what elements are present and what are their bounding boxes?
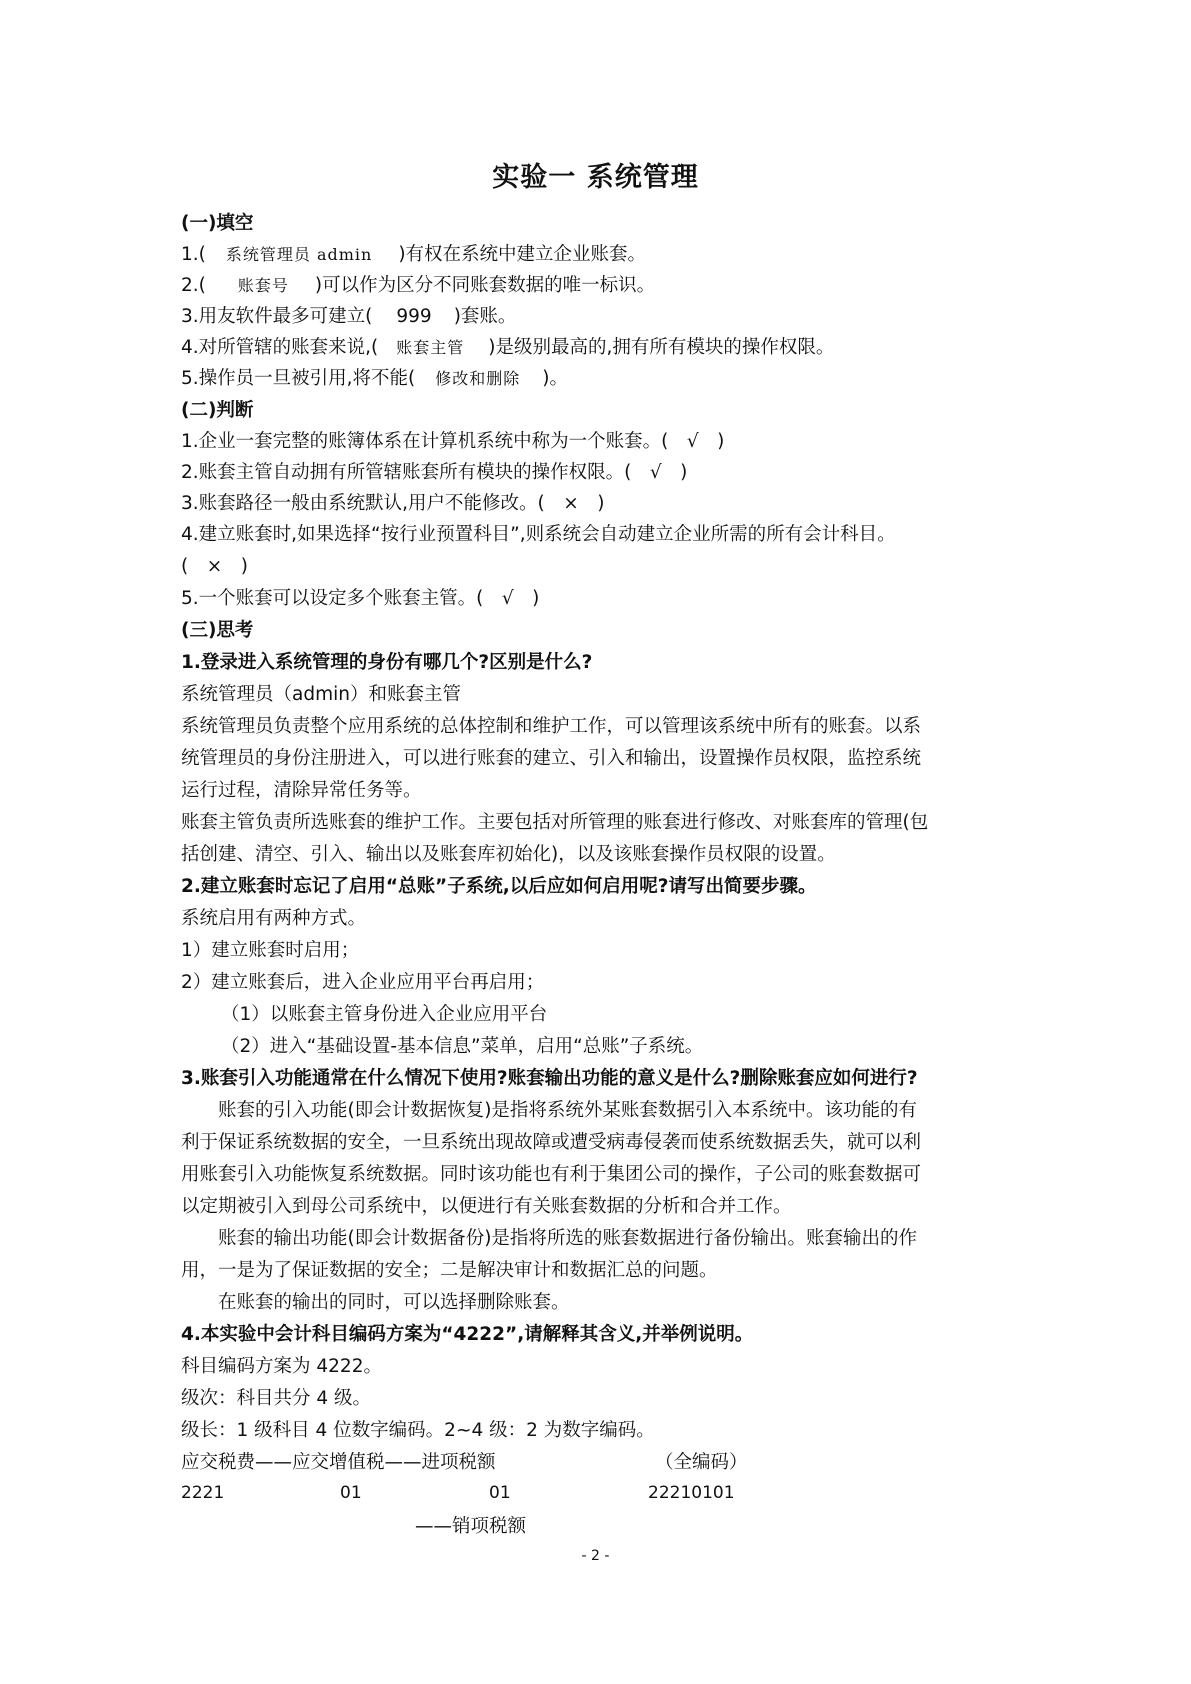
fill-blank-q2 (181, 272, 655, 300)
fill-blank-q5 (181, 365, 568, 393)
example-next-account: ——销项税额 (415, 1516, 527, 1537)
example-account-names: 应交税费——应交增值税——进项税额 (181, 1452, 496, 1473)
q-text: )可以作为区分不同账套数据的唯一标识。 (314, 275, 656, 296)
judge-item: 4.建立账套时,如果选择“按行业预置科目”,则系统会自动建立企业所需的所有会计科目。 (181, 524, 896, 545)
q-text: )是级别最高的,拥有所有模块的操作权限。 (488, 337, 835, 358)
answer-line: 级次：科目共分 4 级。 (181, 1388, 372, 1409)
answer-line: 运行过程，清除异常任务等。 (181, 780, 422, 801)
answer-line: 系统管理员负责整个应用系统的总体控制和维护工作，可以管理该系统中所有的账套。以系 (181, 716, 922, 737)
answer-line: 系统启用有两种方式。 (181, 908, 367, 929)
answer-line: 以定期被引入到母公司系统中，以便进行有关账套数据的分析和合并工作。 (181, 1196, 792, 1217)
answer-line: 账套主管负责所选账套的维护工作。主要包括对所管理的账套进行修改、对账套库的管理(包 (181, 812, 929, 833)
judge-item: ( × ) (181, 556, 248, 577)
fill-blank-q1 (181, 241, 646, 269)
answer-text: 系统管理员 admin (225, 245, 373, 264)
q-text: )有权在系统中建立企业账套。 (398, 244, 647, 265)
example-code-full: 22210101 (648, 1483, 735, 1503)
section-heading-true-false: (二)判断 (181, 400, 254, 421)
q-text: 4.对所管辖的账套来说,( (181, 337, 379, 358)
fill-blank-q4 (181, 334, 834, 362)
section-heading-fill-blank: (一)填空 (181, 213, 254, 234)
example-code-level1: 2221 (181, 1483, 225, 1503)
q-text: )套账。 (453, 306, 517, 327)
question-heading: 3.账套引入功能通常在什么情况下使用?账套输出功能的意义是什么?删除账套应如何进行? (181, 1068, 918, 1089)
q-text: 2.( (181, 275, 206, 296)
question-heading: 2.建立账套时忘记了启用“总账”子系统,以后应如何启用呢?请写出简要步骤。 (181, 876, 817, 897)
q-text: 3.用友软件最多可建立( (181, 306, 373, 327)
answer-line: 用账套引入功能恢复系统数据。同时该功能也有利于集团公司的操作，子公司的账套数据可 (181, 1164, 922, 1185)
judge-item: 5.一个账套可以设定多个账套主管。( √ ) (181, 588, 540, 609)
answer-subline: （2）进入“基础设置-基本信息”菜单，启用“总账”子系统。 (221, 1036, 704, 1057)
q-text: 5.操作员一旦被引用,将不能( (181, 368, 416, 389)
answer-text: 账套主管 (396, 338, 465, 357)
answer-line: 系统管理员（admin）和账套主管 (181, 684, 461, 705)
answer-line: 利于保证系统数据的安全，一旦系统出现故障或遭受病毒侵袭而使系统数据丢失，就可以利 (181, 1132, 922, 1153)
q-text: 1.( (181, 244, 206, 265)
example-code-level3: 01 (489, 1483, 511, 1503)
answer-line: 级长：1 级科目 4 位数字编码。2~4 级：2 为数字编码。 (181, 1420, 655, 1441)
answer-text: 修改和删除 (435, 369, 521, 388)
q-text: )。 (542, 368, 568, 389)
question-heading: 1.登录进入系统管理的身份有哪几个?区别是什么? (181, 652, 593, 673)
fill-blank-q3 (181, 303, 516, 331)
answer-line: 括创建、清空、引入、输出以及账套库初始化)，以及该账套操作员权限的设置。 (181, 844, 836, 865)
answer-text: 账套号 (237, 276, 289, 295)
answer-line: 1）建立账套时启用； (181, 940, 360, 961)
example-full-code-note: （全编码） (655, 1452, 748, 1473)
answer-subline: （1）以账套主管身份进入企业应用平台 (221, 1004, 548, 1025)
page-title: 实验一 系统管理 (492, 162, 699, 193)
question-heading: 4.本实验中会计科目编码方案为“4222”,请解释其含义,并举例说明。 (181, 1324, 754, 1345)
answer-line: 账套的引入功能(即会计数据恢复)是指将系统外某账套数据引入本系统中。该功能的有 (181, 1100, 917, 1121)
answer-line: 账套的输出功能(即会计数据备份)是指将所选的账套数据进行备份输出。账套输出的作 (181, 1228, 917, 1249)
judge-item: 2.账套主管自动拥有所管辖账套所有模块的操作权限。( √ ) (181, 462, 688, 483)
answer-line: 科目编码方案为 4222。 (181, 1356, 382, 1377)
judge-item: 3.账套路径一般由系统默认,用户不能修改。( × ) (181, 493, 605, 514)
example-code-level2: 01 (340, 1483, 362, 1503)
judge-item: 1.企业一套完整的账簿体系在计算机系统中称为一个账套。( √ ) (181, 431, 725, 452)
answer-line: 用，一是为了保证数据的安全；二是解决审计和数据汇总的问题。 (181, 1260, 718, 1281)
page-number: - 2 - (581, 1548, 610, 1564)
answer-line: 统管理员的身份注册进入，可以进行账套的建立、引入和输出，设置操作员权限，监控系统 (181, 748, 922, 769)
answer-text: 999 (396, 306, 432, 327)
section-heading-thinking: (三)思考 (181, 620, 254, 641)
answer-line: 2）建立账套后，进入企业应用平台再启用； (181, 972, 545, 993)
answer-line: 在账套的输出的同时，可以选择删除账套。 (181, 1292, 570, 1313)
